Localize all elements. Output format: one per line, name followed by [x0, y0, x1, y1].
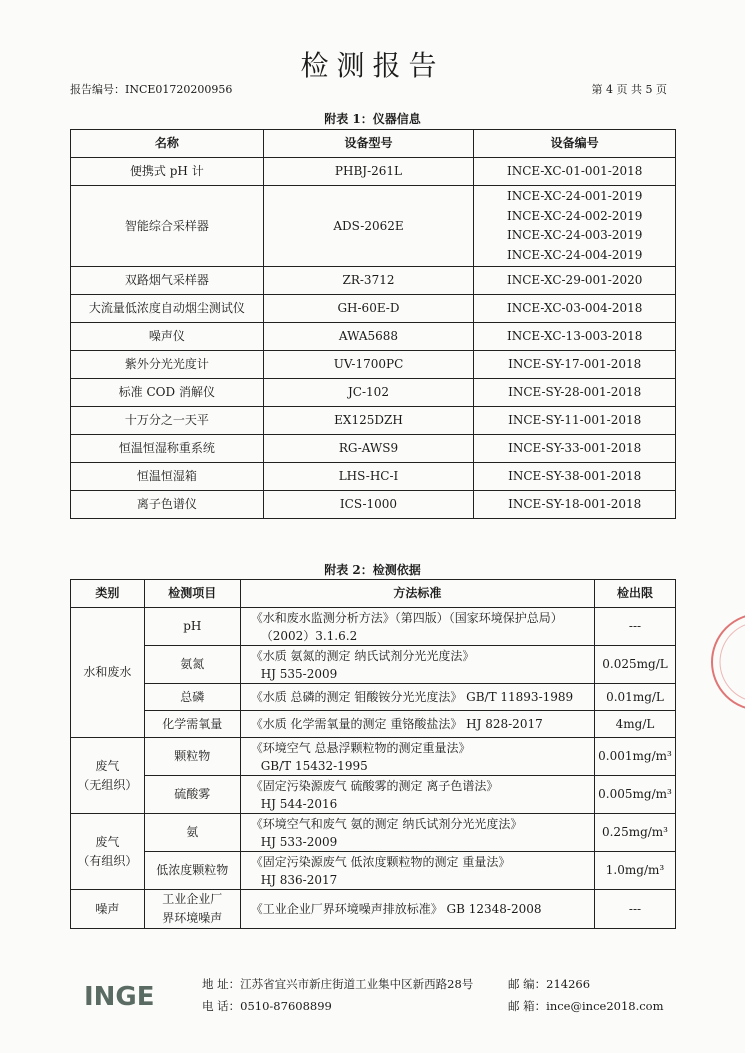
table-row	[71, 435, 676, 463]
instrument-model: AWA5688	[263, 323, 474, 351]
test-item: pH	[144, 608, 240, 646]
category-cell: 噪声	[71, 890, 145, 929]
instrument-name: 双路烟气采样器	[71, 267, 264, 295]
instrument-code: INCE-XC-24-004-2019	[506, 247, 643, 262]
instrument-model: PHBJ-261L	[263, 158, 474, 186]
table-row	[71, 267, 676, 295]
standard-line: HJ 535-2009	[260, 666, 338, 681]
standard-line: 《环境空气 总悬浮颗粒物的测定重量法》	[250, 740, 471, 755]
instrument-name: 智能综合采样器	[71, 186, 264, 267]
detection-limit: 1.0mg/m³	[595, 852, 676, 890]
instrument-model: ICS-1000	[263, 491, 474, 519]
test-item: 硫酸雾	[144, 776, 240, 814]
table-row	[71, 646, 676, 684]
instrument-name: 噪声仪	[71, 323, 264, 351]
instrument-codes	[474, 323, 676, 351]
detection-limit: ---	[595, 890, 676, 929]
inge-logo	[84, 979, 170, 1011]
page-indicator: 第 4 页 共 5 页	[591, 83, 667, 96]
standard-line: 《水和废水监测分析方法》（第四版）（国家环境保护总局）	[250, 610, 563, 625]
table-row	[71, 379, 676, 407]
report-title: 检测报告	[300, 49, 445, 82]
instrument-name: 大流量低浓度自动烟尘测试仪	[71, 295, 264, 323]
instrument-name: 紫外分光光度计	[71, 351, 264, 379]
col-header-model: 设备型号	[263, 130, 474, 158]
instrument-name: 便携式 pH 计	[71, 158, 264, 186]
table1-caption: 附表 1：仪器信息	[324, 112, 421, 126]
instrument-code: INCE-SY-28-001-2018	[508, 385, 642, 399]
standard-line: HJ 533-2009	[260, 834, 338, 849]
instrument-code: INCE-XC-13-003-2018	[506, 329, 643, 343]
standard-line: 《环境空气和废气 氨的测定 纳氏试剂分光光度法》	[250, 816, 523, 831]
standard-line: 《工业企业厂界环境噪声排放标准》 GB 12348-2008	[250, 902, 542, 916]
instrument-name: 恒温恒湿称重系统	[71, 435, 264, 463]
table-row	[71, 323, 676, 351]
instrument-model: ZR-3712	[263, 267, 474, 295]
standard-line: 《水质 总磷的测定 钼酸铵分光光度法》 GB/T 11893-1989	[250, 690, 574, 704]
category-cell: 废气 （有组织）	[71, 814, 145, 890]
detection-limit: 0.01mg/L	[595, 684, 676, 711]
table-row	[71, 684, 676, 711]
category-cell: 废气 （无组织）	[71, 738, 145, 814]
table-row	[71, 711, 676, 738]
instrument-model: LHS-HC-I	[263, 463, 474, 491]
instrument-codes	[474, 379, 676, 407]
instrument-name: 离子色谱仪	[71, 491, 264, 519]
method-standard	[240, 608, 594, 646]
standard-line: 《水质 氨氮的测定 纳氏试剂分光光度法》	[250, 648, 475, 663]
table-row	[71, 186, 676, 267]
detection-limit: 4mg/L	[595, 711, 676, 738]
instrument-code: INCE-SY-18-001-2018	[508, 497, 642, 511]
footer-address: 地 址：江苏省宜兴市新庄街道工业集中区新西路28号	[202, 977, 474, 991]
table-row	[71, 491, 676, 519]
col-header-category: 类别	[71, 580, 145, 608]
test-item: 颗粒物	[144, 738, 240, 776]
method-standard	[240, 738, 594, 776]
instrument-codes	[474, 491, 676, 519]
category-cell: 水和废水	[71, 608, 145, 738]
footer-postcode: 邮 编：214266	[508, 977, 591, 991]
footer	[84, 976, 684, 1016]
method-standard	[240, 646, 594, 684]
detection-limit: 0.025mg/L	[595, 646, 676, 684]
footer-email: 邮 箱：ince@ince2018.com	[508, 999, 664, 1013]
svg-text:INGE: INGE	[84, 982, 155, 1011]
instrument-name: 十万分之一天平	[71, 407, 264, 435]
test-item: 低浓度颗粒物	[144, 852, 240, 890]
standard-line: 《水质 化学需氧量的测定 重铬酸盐法》 HJ 828-2017	[250, 717, 543, 731]
method-standard	[240, 814, 594, 852]
table-row	[71, 738, 676, 776]
footer-phone: 电 话：0510-87608899	[202, 999, 332, 1013]
instrument-codes	[474, 186, 676, 267]
table2-caption: 附表 2：检测依据	[324, 563, 421, 577]
instrument-code: INCE-SY-33-001-2018	[508, 441, 642, 455]
red-seal-stamp	[685, 612, 745, 712]
instrument-name: 标准 COD 消解仪	[71, 379, 264, 407]
test-item: 总磷	[144, 684, 240, 711]
instrument-model: UV-1700PC	[263, 351, 474, 379]
method-standard	[240, 890, 594, 929]
standard-line: HJ 836-2017	[260, 872, 338, 887]
instrument-code: INCE-SY-17-001-2018	[508, 357, 642, 371]
instrument-model: EX125DZH	[263, 407, 474, 435]
instrument-model: ADS-2062E	[263, 186, 474, 267]
table-row	[71, 295, 676, 323]
table-row	[71, 852, 676, 890]
instrument-code: INCE-XC-24-002-2019	[506, 208, 643, 223]
instrument-model: GH-60E-D	[263, 295, 474, 323]
col-header-name: 名称	[71, 130, 264, 158]
instrument-code: INCE-XC-29-001-2020	[506, 273, 643, 287]
test-item: 化学需氧量	[144, 711, 240, 738]
table-row	[71, 407, 676, 435]
instrument-name: 恒温恒湿箱	[71, 463, 264, 491]
method-standard	[240, 776, 594, 814]
instrument-table	[70, 129, 676, 519]
table-row	[71, 463, 676, 491]
instrument-model: JC-102	[263, 379, 474, 407]
col-header-code: 设备编号	[474, 130, 676, 158]
detection-limit: 0.25mg/m³	[595, 814, 676, 852]
table-row	[71, 776, 676, 814]
instrument-code: INCE-XC-24-001-2019	[506, 189, 643, 203]
method-standard	[240, 852, 594, 890]
col-header-standard: 方法标准	[240, 580, 594, 608]
instrument-code: INCE-XC-24-003-2019	[506, 228, 643, 242]
instrument-codes	[474, 435, 676, 463]
instrument-codes	[474, 158, 676, 186]
instrument-codes	[474, 407, 676, 435]
instrument-codes	[474, 295, 676, 323]
standard-line: 《固定污染源废气 硫酸雾的测定 离子色谱法》	[250, 778, 499, 793]
standard-line: GB/T 15432-1995	[260, 758, 368, 773]
method-standard	[240, 684, 594, 711]
table-row	[71, 890, 676, 929]
col-header-limit: 检出限	[595, 580, 676, 608]
instrument-codes	[474, 463, 676, 491]
standard-line: （2002）3.1.6.2	[260, 628, 358, 643]
table-row	[71, 814, 676, 852]
instrument-codes	[474, 351, 676, 379]
test-item: 氨氮	[144, 646, 240, 684]
detection-limit: 0.005mg/m³	[595, 776, 676, 814]
instrument-model: RG-AWS9	[263, 435, 474, 463]
instrument-code: INCE-SY-11-001-2018	[508, 413, 642, 427]
table-row	[71, 608, 676, 646]
standard-line: 《固定污染源废气 低浓度颗粒物的测定 重量法》	[250, 854, 511, 869]
table-row	[71, 351, 676, 379]
standard-line: HJ 544-2016	[260, 796, 338, 811]
test-item: 氨	[144, 814, 240, 852]
detection-limit: ---	[595, 608, 676, 646]
instrument-code: INCE-SY-38-001-2018	[508, 469, 642, 483]
report-number: 报告编号：INCE01720200956	[70, 83, 233, 96]
test-item: 工业企业厂 界环境噪声	[144, 890, 240, 929]
method-standard	[240, 711, 594, 738]
instrument-codes	[474, 267, 676, 295]
col-header-item: 检测项目	[144, 580, 240, 608]
detection-limit: 0.001mg/m³	[595, 738, 676, 776]
method-table	[70, 579, 676, 929]
table-row	[71, 158, 676, 186]
instrument-code: INCE-XC-01-001-2018	[506, 164, 643, 178]
instrument-code: INCE-XC-03-004-2018	[506, 301, 643, 315]
